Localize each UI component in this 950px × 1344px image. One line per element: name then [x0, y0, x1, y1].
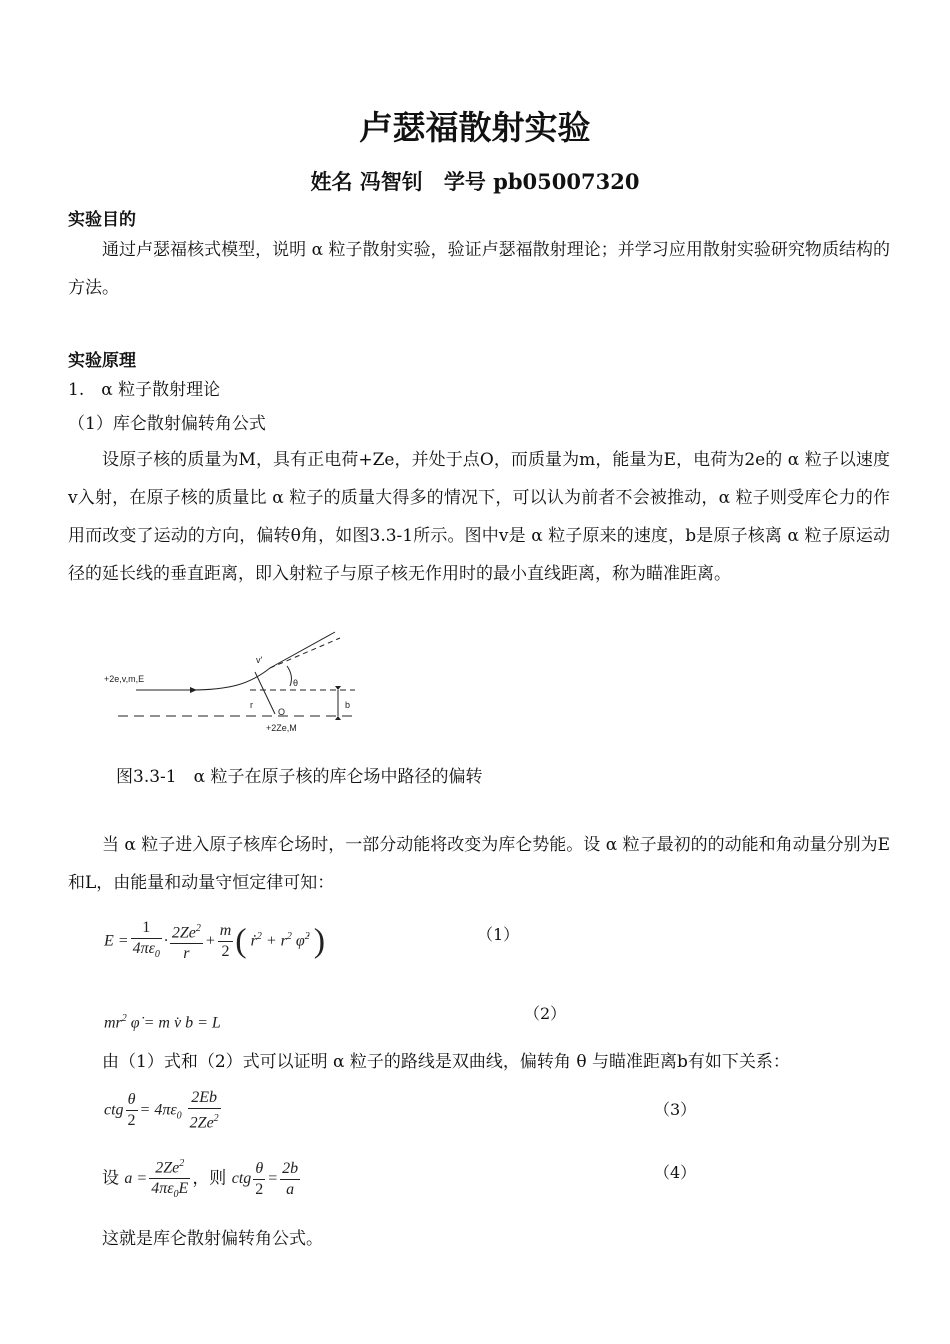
subsection-coulomb-formula: （1）库仑散射偏转角公式 — [68, 414, 266, 434]
hyperbolic-trajectory — [190, 632, 335, 690]
equation-4a: a = $\frac{2Ze^2}{4\pi\varepsilon_0E}$ — [124, 1170, 192, 1187]
asymptote-line — [270, 638, 340, 668]
equation-2: $mr^2$ φ̇ = m v̇ b = L — [104, 1013, 221, 1032]
equation-1-number: （1） — [477, 925, 520, 944]
page-title: 卢瑟福散射实验 — [359, 108, 591, 147]
label-incident: +2e,v,m,E — [104, 674, 145, 684]
equation-3: ctg $\frac{\theta}{2}$ = $4\pi\varepsilon_0$ $\frac{2Eb}{2Ze^2}$ — [104, 1089, 219, 1132]
label-nucleus: +2Ze,M — [266, 723, 297, 733]
equation-1: E = $\frac{1}{4\pi\varepsilon_0}$ · $\frac{2Ze^2}{r}$ + $\frac{m}{2}$ ( ṙ$^2$ + $r^2$ φ̇$^2$ ) — [104, 919, 326, 963]
purpose-paragraph: 通过卢瑟福核式模型，说明 α 粒子散射实验，验证卢瑟福散射理论；并学习应用散射实验研究物质结构的方法。 — [68, 240, 890, 298]
b-arrow-top — [335, 686, 341, 690]
principle-paragraph-1: 设原子核的质量为M，具有正电荷+Ze，并处于点O，而质量为m，能量为E，电荷为2e的 α 粒子以速度v入射，在原子核的质量比 α 粒子的质量大得多的情况下，可以认为前者不会被推动，α 粒子则受库仑力的作用而改变了运动的方向，偏转θ角，如图3.3-1所示。图中v是 α 粒子原来的速度，b是原子核离 α 粒子原运动径的延长线的垂直距离，即入射粒子与原子核无作用时的最小直线距离，称为瞄准距离。 — [68, 450, 890, 584]
principle-paragraph-3: 由（1）式和（2）式可以证明 α 粒子的路线是双曲线，偏转角 θ 与瞄准距离b有如下关系： — [102, 1052, 790, 1072]
label-r: r — [250, 700, 253, 710]
equation-4-number: （4） — [654, 1163, 697, 1182]
section-heading-principle: 实验原理 — [68, 351, 136, 371]
author-line: 姓名 冯智钊 学号 pb05007320 — [310, 169, 640, 194]
equation-2-number: （2） — [524, 1004, 567, 1023]
equation-4-prefix: 设 — [102, 1168, 119, 1189]
radius-line — [255, 672, 275, 714]
scattering-diagram — [100, 628, 370, 738]
section-heading-purpose: 实验目的 — [68, 210, 136, 230]
theta-arc — [287, 666, 291, 686]
principle-paragraph-2: 当 α 粒子进入原子核库仑场时，一部分动能将改变为库仑势能。设 α 粒子最初的的动能和角动量分别为E和L，由能量和动量守恒定律可知： — [68, 835, 890, 893]
equation-4b: ctg $\frac{\theta}{2}$ = $\frac{2b}{a}$ — [231, 1160, 299, 1199]
principle-paragraph-4: 这就是库仑散射偏转角公式。 — [102, 1229, 323, 1249]
incident-arrow — [190, 687, 197, 693]
label-b: b — [345, 700, 351, 710]
figure-caption: 图3.3-1 α 粒子在原子核的库仑场中路径的偏转 — [116, 767, 483, 787]
label-o: O — [278, 707, 286, 717]
label-vprime: v' — [256, 655, 263, 665]
label-theta: θ — [293, 678, 299, 688]
subsection-alpha-theory: 1. α 粒子散射理论 — [68, 380, 221, 400]
b-arrow-bottom — [335, 716, 341, 720]
equation-4-mid: ，则 — [192, 1168, 227, 1189]
equation-3-number: （3） — [654, 1100, 697, 1119]
